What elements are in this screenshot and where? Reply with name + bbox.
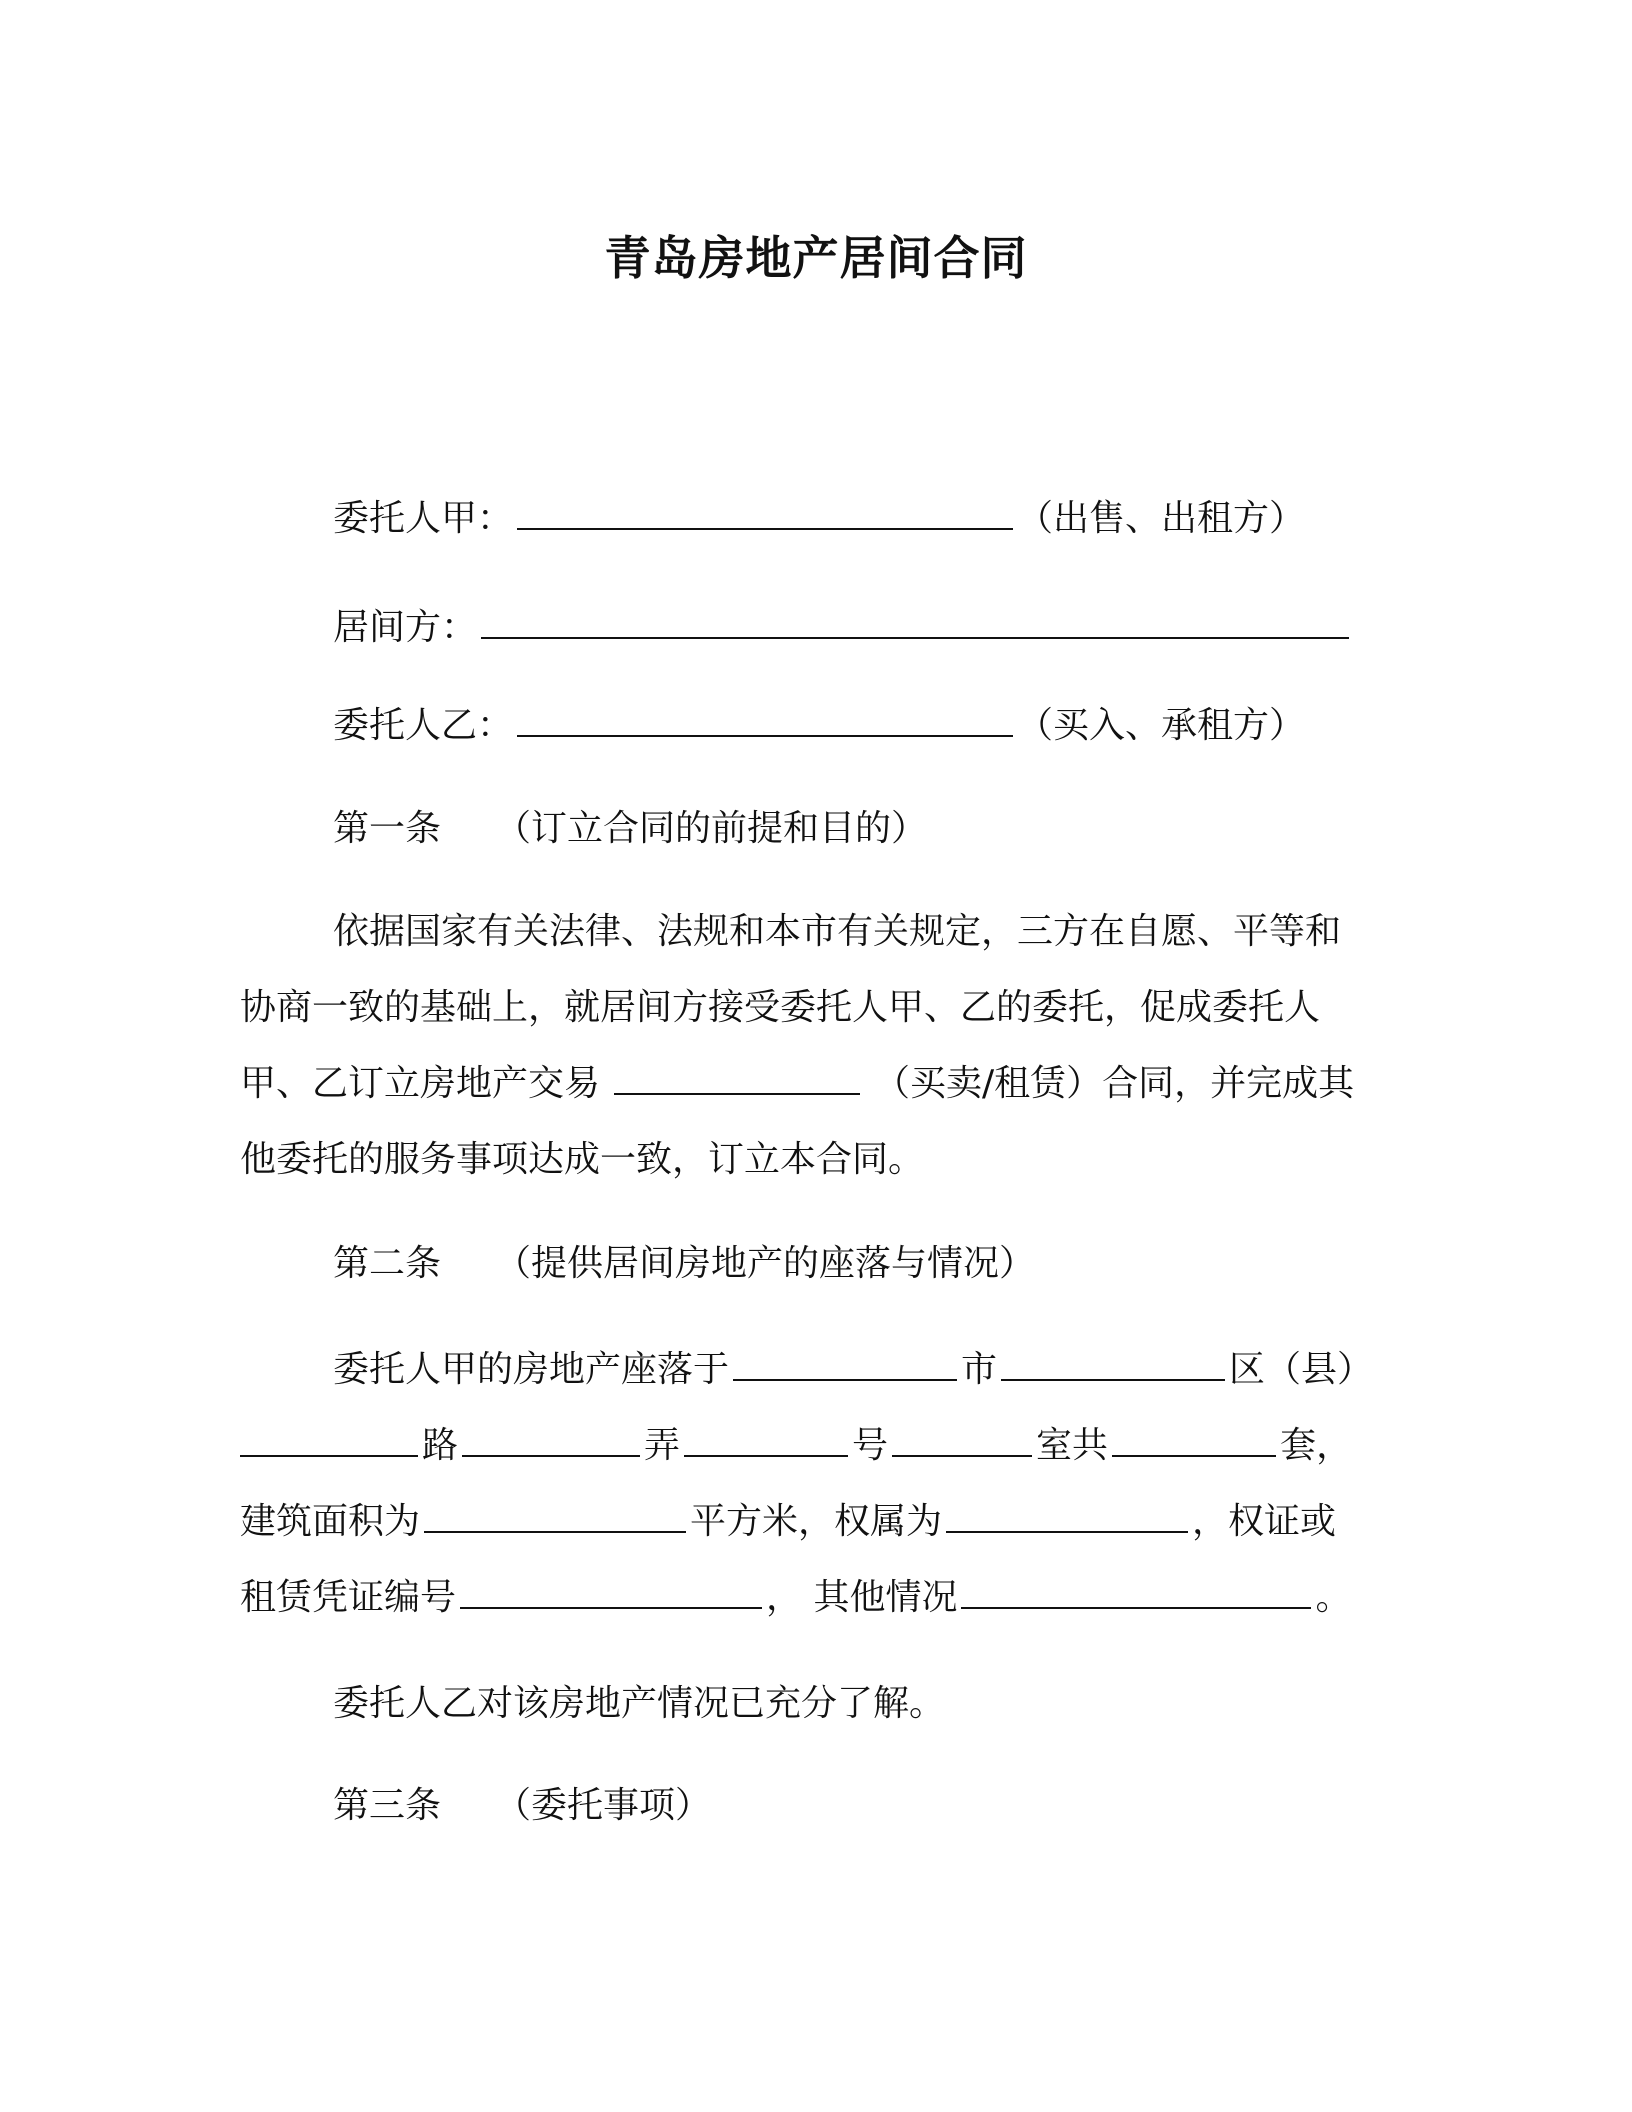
road-label: 路: [422, 1425, 459, 1466]
lease-number-blank: [460, 1577, 762, 1609]
room-blank: [892, 1425, 1032, 1457]
city-label: 市: [961, 1349, 998, 1390]
article2-number: 第二条: [333, 1243, 442, 1284]
certificate-label: ，权证或: [1192, 1501, 1337, 1542]
article1-line4: 他委托的服务事项达成一致，订立本合同。: [240, 1139, 925, 1180]
city-blank: [733, 1349, 957, 1381]
article3-title: （委托事项）: [495, 1785, 712, 1826]
article1-heading: [333, 805, 927, 853]
ownership-label: 平方米，权属为: [690, 1501, 943, 1542]
article1-title: （订立合同的前提和目的）: [495, 808, 928, 849]
party-b-blank: [517, 705, 1013, 737]
article2-title: （提供居间房地产的座落与情况）: [495, 1243, 1036, 1284]
article3-number: 第三条: [333, 1785, 442, 1826]
area-label: 建筑面积为: [240, 1501, 421, 1542]
room-label: 室共: [1036, 1425, 1109, 1466]
party-a-label: 委托人甲：: [333, 498, 514, 539]
article1-line3: [240, 1060, 1354, 1108]
number-blank: [684, 1425, 848, 1457]
article2-line4: [240, 1574, 1351, 1622]
transaction-type-blank: [614, 1063, 860, 1095]
road-blank: [240, 1425, 418, 1457]
article2-heading: [333, 1240, 1035, 1288]
line-end: 。: [1315, 1577, 1352, 1618]
lane-blank: [462, 1425, 640, 1457]
article2-line1: [333, 1346, 1373, 1394]
article2-line2: [240, 1422, 1352, 1470]
article2-line3: [240, 1498, 1336, 1546]
location-label: 委托人甲的房地产座落于: [333, 1349, 730, 1390]
ownership-blank: [946, 1501, 1188, 1533]
party-a-role: （出售、出租方）: [1017, 498, 1306, 539]
article1-line3-before: 甲、乙订立房地产交易: [240, 1063, 601, 1104]
intermediary-line: [333, 604, 1353, 652]
article2-understood: 委托人乙对该房地产情况已充分了解。: [333, 1683, 946, 1724]
document-title: 青岛房地产居间合同: [604, 231, 1028, 285]
sets-label: 套，: [1280, 1425, 1353, 1466]
party-b-role: （买入、承租方）: [1017, 705, 1306, 746]
article1-line1: 依据国家有关法律、法规和本市有关规定，三方在自愿、平等和: [333, 911, 1342, 952]
other-label: ， 其他情况: [766, 1577, 958, 1618]
article1-number: 第一条: [333, 808, 442, 849]
article1-line2: 协商一致的基础上，就居间方接受委托人甲、乙的委托，促成委托人: [240, 987, 1321, 1028]
article3-heading: [333, 1782, 711, 1830]
lease-number-label: 租赁凭证编号: [240, 1577, 457, 1618]
district-label: 区（县）: [1229, 1349, 1374, 1390]
intermediary-label: 居间方：: [333, 607, 478, 648]
party-b-label: 委托人乙：: [333, 705, 514, 746]
article1-line3-after: （买卖/租赁）合同，并完成其: [874, 1063, 1355, 1104]
other-blank: [961, 1577, 1311, 1609]
party-a-line: [333, 495, 1305, 543]
party-a-blank: [517, 498, 1013, 530]
district-blank: [1001, 1349, 1225, 1381]
sets-blank: [1112, 1425, 1276, 1457]
party-b-line: [333, 702, 1305, 750]
intermediary-blank: [481, 607, 1349, 639]
area-blank: [424, 1501, 686, 1533]
lane-label: 弄: [644, 1425, 681, 1466]
number-label: 号: [852, 1425, 889, 1466]
